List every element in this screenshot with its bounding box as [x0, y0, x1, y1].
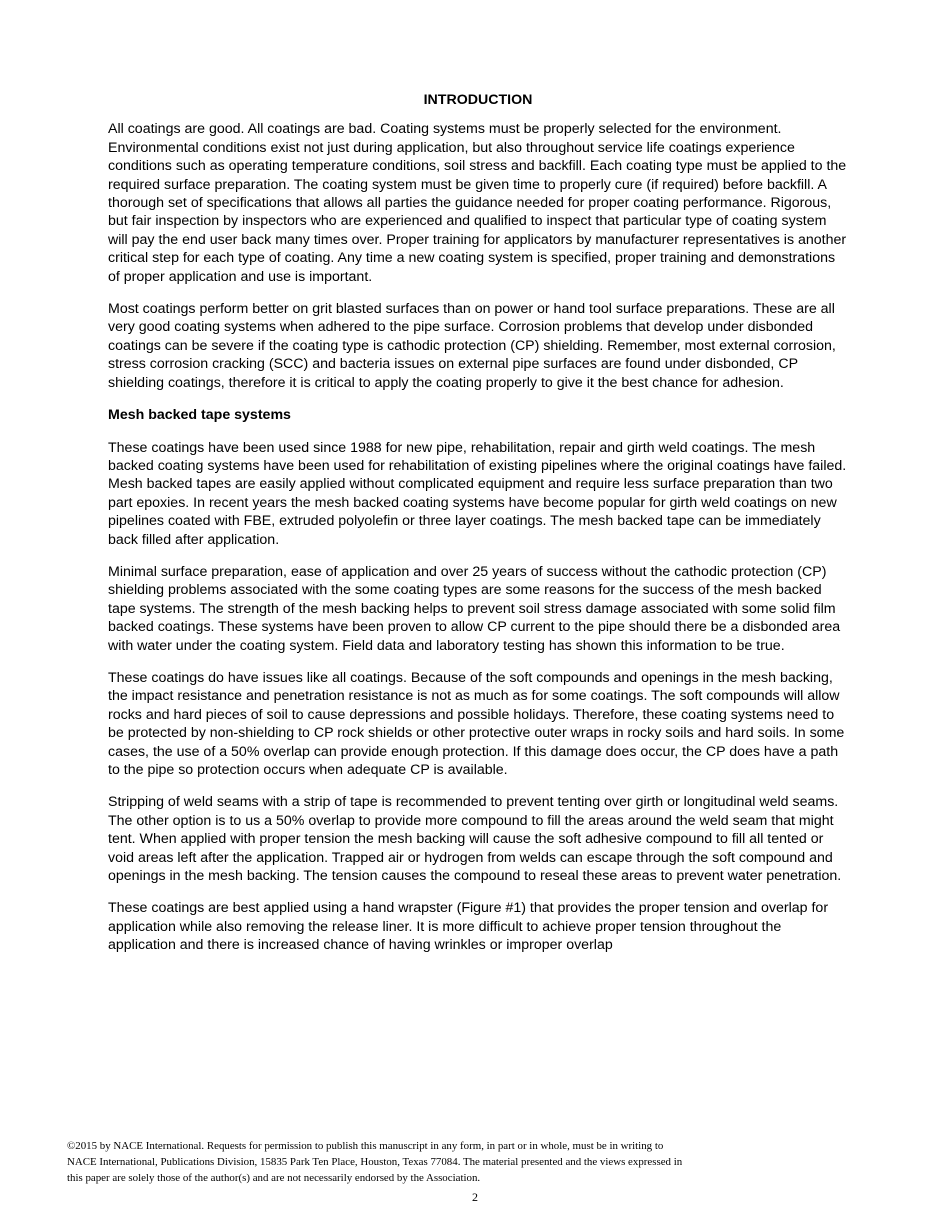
section-heading: Mesh backed tape systems [108, 407, 291, 424]
copyright-footer [67, 1138, 797, 1186]
footer-line-2: NACE International, Publications Division, 15835 Park Ten Place, Houston, Texas 77084. The material presented and the views expressed in [67, 1156, 683, 1168]
intro-paragraph-2: Most coatings perform better on grit blasted surfaces than on power or hand tool surface preparations. These are all very good coating systems when adhered to the pipe surface. Corrosion problems that develop under disbonded coatings can be severe if the coating type is cathodic protection (CP) shielding. Remember, most external corrosion, stress corrosion cracking (SCC) and bacteria issues on external pipe surfaces are found under disbonded, CP shielding coatings, therefore it is critical to apply the coating properly to give it the best chance for adhesion. [108, 301, 836, 391]
section-paragraph-3: These coatings do have issues like all coatings. Because of the soft compounds and openings in the mesh backing, the impact resistance and penetration resistance is not as much as for some coatings. The soft compounds will allow rocks and hard pieces of soil to cause depressions and possible holidays. Therefore, these coating systems need to be protected by non-shielding to CP rock shields or other protective outer wraps in rocky soils and hard soils. In some cases, the use of a 50% overlap can provide enough protection. If this damage does occur, the CP does have a path to the pipe so protection occurs when adequate CP is available. [108, 669, 845, 778]
section-paragraph-1: These coatings have been used since 1988 for new pipe, rehabilitation, repair and girth weld coatings. The mesh backed coating systems have been used for rehabilitation of existing pipelines where the original coatings have failed. Mesh backed tapes are easily applied without complicated equipment and require less surface preparation than two part epoxies. In recent years the mesh backed coating systems have become popular for girth weld coatings on new pipelines coated with FBE, extruded polyolefin or three layer coatings. The mesh backed tape can be immediately back filled after application. [108, 439, 847, 548]
page-number: 2 [472, 1190, 478, 1204]
section-paragraph-5: These coatings are best applied using a hand wrapster (Figure #1) that provides the proper tension and overlap for application while also removing the release liner. It is more difficult to achieve proper tension throughout the application and there is increased chance of having wrinkles or improper overlap [108, 900, 829, 954]
page-body [108, 91, 848, 969]
section-paragraph-2: Minimal surface preparation, ease of application and over 25 years of success without the cathodic protection (CP) shielding problems associated with the some coating types are some reasons for the success of the mesh backed tape systems. The strength of the mesh backing helps to prevent soil stress damage associated with some solid film backed coatings. These systems have been proven to allow CP current to the pipe should there be a disbonded area with water under the coating system. Field data and laboratory testing has shown this information to be true. [108, 563, 841, 654]
footer-line-1: ©2015 by NACE International. Requests for permission to publish this manuscript in any form, in part or in whole, must be in writing to [67, 1140, 664, 1152]
section-paragraph-4: Stripping of weld seams with a strip of tape is recommended to prevent tenting over girth or longitudinal weld seams. The other option is to us a 50% overlap to provide more compound to fill the areas around the weld seam that might tent. When applied with proper tension the mesh backing will cause the soft adhesive compound to fill all tented or void areas left after the application. Trapped air or hydrogen from welds can escape through the soft compound and openings in the mesh backing. The tension causes the compound to reseal these areas to prevent water penetration. [108, 794, 842, 885]
intro-paragraph-1: All coatings are good. All coatings are bad. Coating systems must be properly selected for the environment. Environmental conditions exist not just during application, but also throughout service life coatings experience conditions such as operating temperature conditions, soil stress and backfill. Each coating type must be applied to the required surface preparation. The coating system must be given time to properly cure (if required) before backfill. A thorough set of specifications that allows all parties the guidance needed for proper coating performance. Rigorous, but fair inspection by inspectors who are experienced and qualified to inspect that particular type of coating system will pay the end user back many times over. Proper training for applicators by manufacturer representatives is another critical step for each type of coating. Any time a new coating system is specified, proper training and demonstrations of proper application and use is important. [108, 121, 847, 285]
footer-line-3: this paper are solely those of the author(s) and are not necessarily endorsed by the Association. [67, 1172, 481, 1184]
introduction-heading: INTRODUCTION [423, 92, 533, 108]
